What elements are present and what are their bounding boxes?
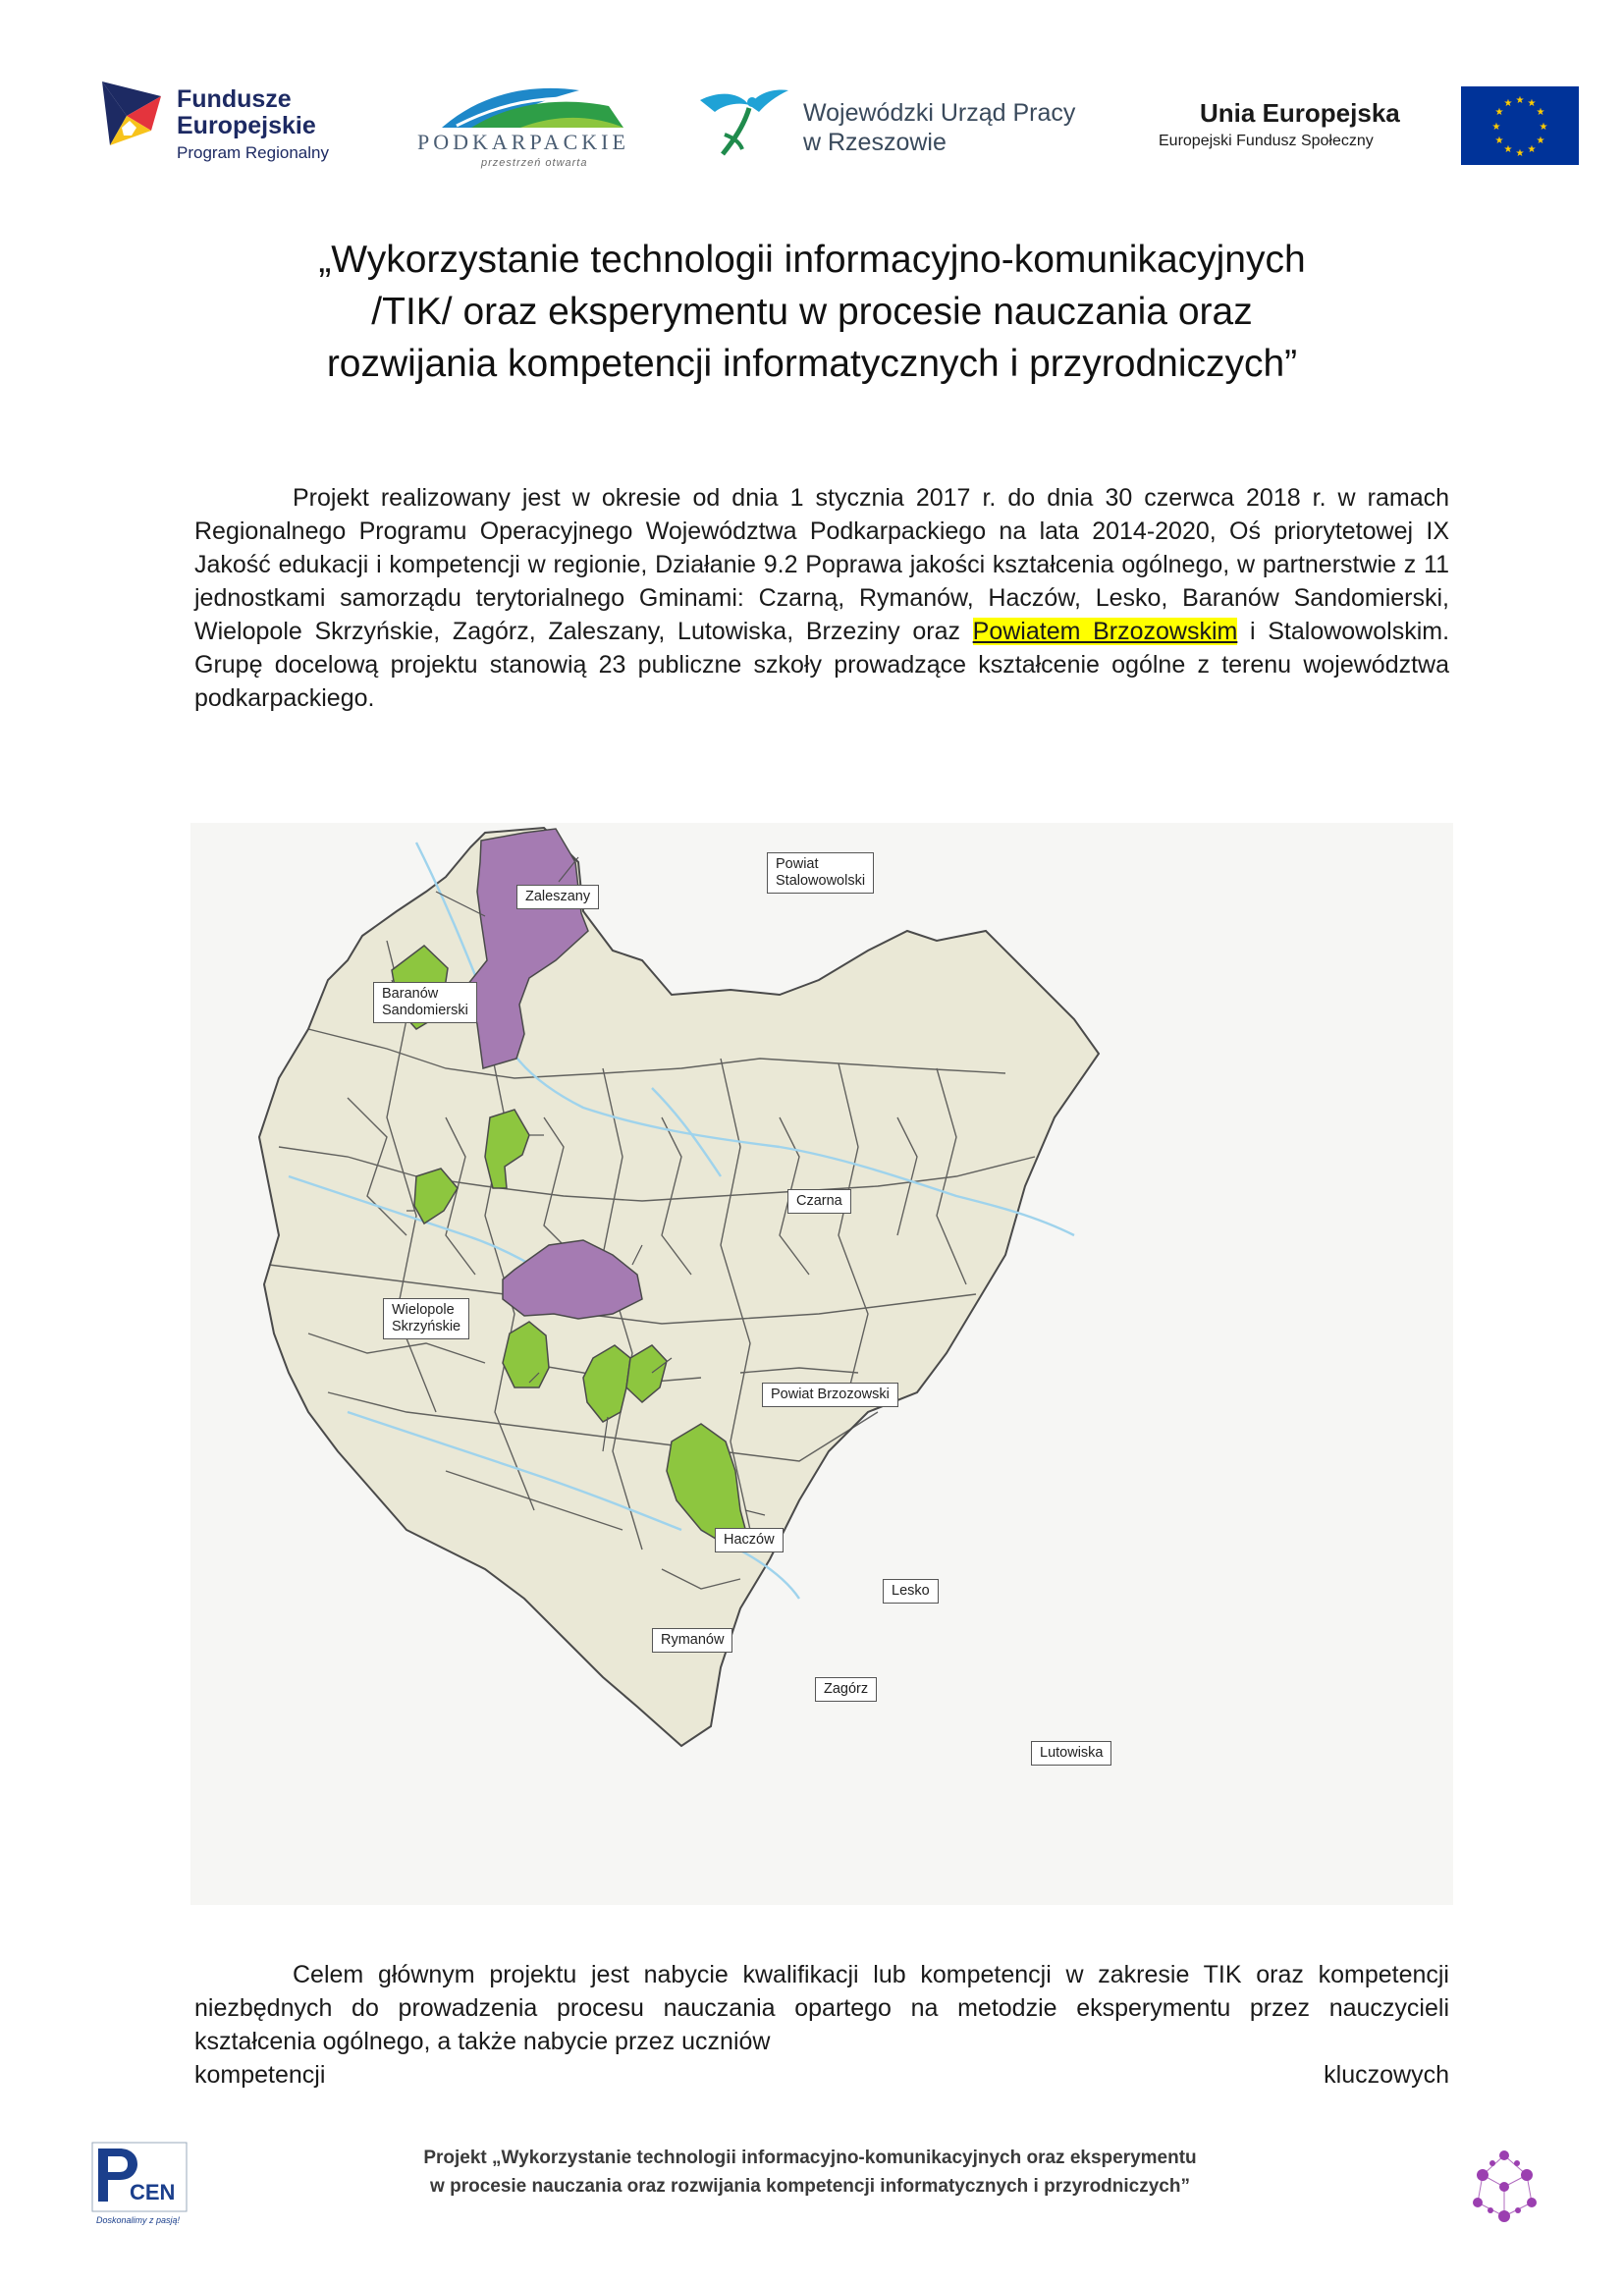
svg-text:★: ★ <box>1527 144 1537 155</box>
label-powiat-stalowowolski: Powiat Stalowowolski <box>767 852 874 894</box>
ue-line2: Europejski Fundusz Społeczny <box>1159 133 1374 149</box>
svg-text:★: ★ <box>1491 122 1501 133</box>
fe-line2: Europejskie <box>177 112 316 139</box>
label-baranow-sandomierski: Baranów Sandomierski <box>373 982 477 1023</box>
label-lutowiska: Lutowiska <box>1031 1741 1111 1766</box>
wup-line2: w Rzeszowie <box>803 129 947 156</box>
svg-text:★: ★ <box>1527 98 1537 109</box>
podkarpackie-hills-icon <box>412 79 638 133</box>
label-powiat-brzozowski: Powiat Brzozowski <box>762 1383 898 1407</box>
title-line2: /TIK/ oraz eksperymentu w procesie nauczania oraz <box>371 291 1253 333</box>
pcen-word: CEN <box>130 2180 176 2204</box>
fundusze-europejskie-logo <box>71 57 385 194</box>
goal-paragraph <box>194 1958 1449 2092</box>
pcen-tagline: Doskonalimy z pasją! <box>96 2215 181 2225</box>
pcen-logo <box>90 2141 189 2234</box>
unia-europejska-logo <box>1149 86 1561 175</box>
fe-line3: Program Regionalny <box>177 143 329 162</box>
svg-text:★: ★ <box>1503 98 1513 109</box>
title-line3: rozwijania kompetencji informatycznych i przyrodniczych” <box>326 343 1298 385</box>
label-zaleszany: Zaleszany <box>516 885 599 909</box>
highlighted-link[interactable]: Powiatem Brzozowskim <box>972 618 1238 645</box>
podkarpackie-logo <box>412 79 638 177</box>
label-zagorz: Zagórz <box>815 1677 877 1702</box>
podkarpackie-tagline: przestrzeń otwarta <box>481 157 588 169</box>
fe-star-icon <box>92 77 181 165</box>
label-czarna: Czarna <box>787 1189 851 1214</box>
eu-flag-icon <box>1461 86 1579 165</box>
wup-bird-icon <box>695 81 793 169</box>
footer-text <box>324 2144 1296 2201</box>
svg-text:★: ★ <box>1494 107 1504 118</box>
intro-paragraph <box>194 481 1449 715</box>
label-rymanow: Rymanów <box>652 1628 732 1653</box>
label-lesko: Lesko <box>883 1579 939 1604</box>
svg-text:★: ★ <box>1515 148 1525 159</box>
label-haczow: Haczów <box>715 1528 784 1552</box>
wup-logo <box>695 81 1108 179</box>
podkarpackie-name: PODKARPACKIE <box>417 130 629 154</box>
svg-text:★: ★ <box>1536 136 1545 146</box>
label-wielopole-skrzynskie: Wielopole Skrzyńskie <box>383 1298 469 1339</box>
network-logo-icon <box>1463 2146 1546 2229</box>
document-title <box>147 234 1477 390</box>
svg-text:★: ★ <box>1515 95 1525 106</box>
svg-text:★: ★ <box>1494 136 1504 146</box>
svg-text:★: ★ <box>1539 122 1548 133</box>
svg-text:★: ★ <box>1536 107 1545 118</box>
fe-line1: Fundusze <box>177 85 292 113</box>
goal-last-left: kompetencji <box>194 2061 326 2089</box>
goal-text: Celem głównym projektu jest nabycie kwalifikacji lub kompetencji w zakresie TIK oraz kompetencji niezbędnych do prowadzenia procesu nauczania opartego na metodzie eksperymentu przez nauczycieli kształcenia ogólnego, a także nabycie przez uczniów <box>194 1961 1449 2055</box>
goal-last-right: kluczowych <box>1324 2061 1449 2089</box>
project-map <box>190 823 1453 1905</box>
region-outline <box>259 828 1099 1746</box>
title-line1: „Wykorzystanie technologii informacyjno-komunikacyjnych <box>318 239 1306 281</box>
footer-line2: w procesie nauczania oraz rozwijania kompetencji informatycznych i przyrodniczych” <box>430 2176 1190 2197</box>
intro-text-after: i Stalowowolskim. Grupę docelową projektu stanowią 23 publiczne szkoły prowadzące kształcenie ogólne z terenu województwa podkarpackiego. <box>194 618 1450 712</box>
svg-text:★: ★ <box>1503 144 1513 155</box>
wup-line1: Wojewódzki Urząd Pracy <box>803 99 1076 127</box>
ue-line1: Unia Europejska <box>1200 98 1400 128</box>
intro-text-before: Projekt realizowany jest w okresie od dnia 1 stycznia 2017 r. do dnia 30 czerwca 2018 r. w ramach Regionalnego Programu Operacyjnego Województwa Podkarpackiego na lata 2014-2020, Oś priorytetowej IX Jakość edukacji i kompetencji w regionie, Działanie 9.2 Poprawa jakości kształcenia ogólnego, w partnerstwie z 11 jednostkami samorządu terytorialnego Gminami: Czarną, Rymanów, Haczów, Lesko, Baranów Sandomierski, Wielopole Skrzyńskie, Zagórz, Zaleszany, Lutowiska, Brzeziny oraz <box>194 484 1449 645</box>
footer-line1: Projekt „Wykorzystanie technologii informacyjno-komunikacyjnych oraz eksperymentu <box>423 2148 1197 2168</box>
